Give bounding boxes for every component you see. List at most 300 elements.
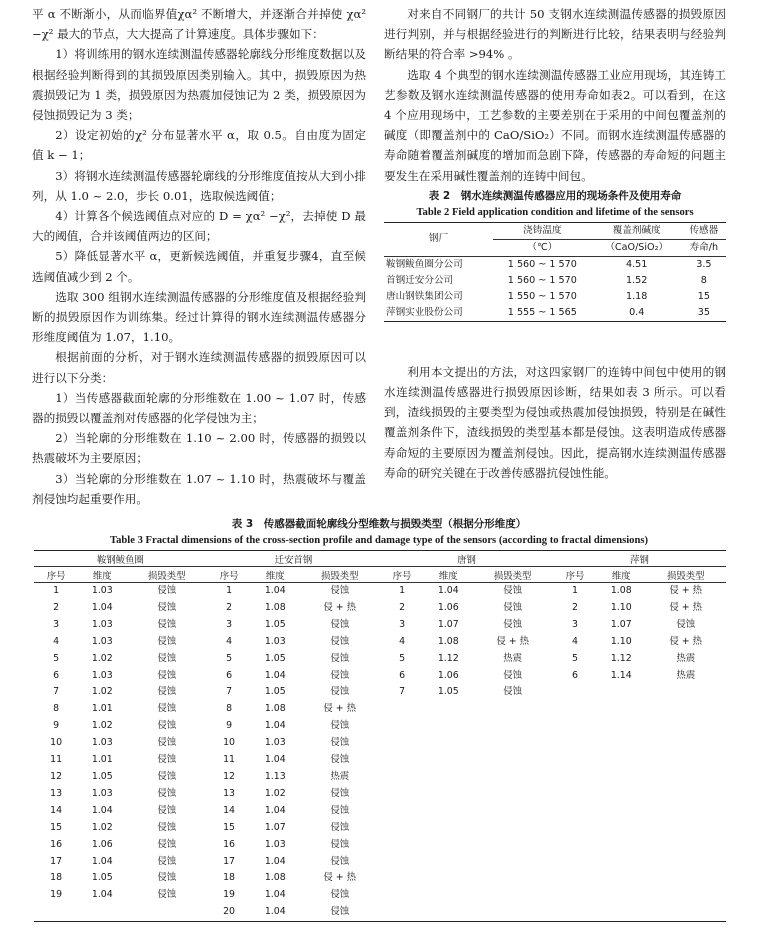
table-cell: 侵蚀 — [503, 669, 523, 681]
table-cell: 侵 + 热 — [669, 585, 702, 596]
table-cell: 1.03 — [264, 838, 286, 850]
table-cell: 3 — [226, 618, 233, 630]
table-cell: 11 — [223, 754, 236, 766]
table-row — [34, 583, 726, 600]
table-cell: 2 — [226, 601, 233, 613]
table-cell: 1.05 — [264, 686, 286, 698]
table-row — [34, 634, 726, 651]
cell-plant: 首钢迁安分公司 — [386, 274, 454, 286]
table-cell — [424, 904, 472, 921]
table-cell: 侵蚀 — [157, 720, 177, 732]
table-cell: 1.04 — [264, 855, 286, 867]
table-cell: 侵蚀 — [299, 904, 380, 921]
table-cell — [553, 854, 597, 871]
table-row — [34, 718, 726, 735]
table-cell: 侵蚀 — [157, 821, 177, 833]
table-cell: 1.07 — [610, 618, 632, 630]
table-cell: 1.10 — [610, 601, 632, 613]
col-header-life-unit: 寿命/h — [682, 239, 726, 256]
table-cell: 9 — [226, 720, 233, 732]
table-cell — [597, 887, 645, 904]
table-cell: 侵蚀 — [330, 686, 350, 698]
table-cell: 侵蚀 — [157, 804, 177, 816]
table-row — [384, 256, 726, 273]
cell-temp: 1 555 ~ 1 565 — [493, 305, 592, 322]
table-cell: 侵蚀 — [157, 652, 177, 664]
table-cell: 侵蚀 — [157, 872, 177, 884]
table-cell — [472, 786, 553, 803]
table-cell: 1.02 — [91, 821, 113, 833]
paragraph: 选取 4 个典型的钢水连续测温传感器工业应用现场，其连铸工艺参数及钢水连续测温传感器的使用寿命如表2。可以看到，在这 4 个应用现场中，工艺参数的主要差别在于采用的中间包覆盖剂的碱度（即覆盖剂中的 CaO/SiO₂）不同。而钢水连续测温传感器的寿命随着覆盖剂碱度的增加而急剧下降，传感器的寿命短的问题主要发生在采用碱性覆盖剂的连铸中间包。 — [384, 67, 726, 183]
table-row — [34, 854, 726, 871]
table-cell — [424, 854, 472, 871]
table3 — [34, 550, 726, 922]
table-cell: 1.04 — [264, 754, 286, 766]
table-cell — [380, 752, 424, 769]
table-cell: 侵蚀 — [157, 635, 177, 647]
cell-basicity: 1.52 — [626, 274, 648, 286]
table-cell: 15 — [50, 821, 63, 833]
table-row — [34, 752, 726, 769]
table-cell — [472, 904, 553, 921]
table-cell — [380, 904, 424, 921]
group-header: 迁安首钢 — [207, 551, 380, 567]
table-cell: 1.10 — [610, 635, 632, 647]
table-cell: 19 — [50, 889, 63, 901]
table-cell — [380, 870, 424, 887]
col-header: 维度 — [597, 567, 645, 583]
table-cell: 1.05 — [91, 872, 113, 884]
step-3: 3）将钢水连续测温传感器轮廓线的分形维度值按从大到小排列，从 1.0 ~ 2.0，步长 0.01，选取候选阈值； — [32, 168, 366, 203]
table-cell: 11 — [50, 754, 63, 766]
table-cell: 热震 — [676, 669, 696, 681]
table-cell: 侵蚀 — [330, 754, 350, 766]
table-cell: 侵蚀 — [157, 601, 177, 613]
table-cell: 1.03 — [91, 787, 113, 799]
col-header-life: 传感器 — [682, 222, 726, 239]
table-cell — [424, 718, 472, 735]
table-cell: 1 — [399, 585, 406, 596]
table-cell: 14 — [50, 804, 63, 816]
table-cell — [645, 752, 726, 769]
table-cell: 侵蚀 — [157, 737, 177, 749]
table-cell — [553, 887, 597, 904]
table-cell — [472, 718, 553, 735]
table-cell — [597, 854, 645, 871]
table3-captions — [32, 516, 726, 548]
table-cell — [380, 820, 424, 837]
table-cell — [553, 684, 597, 701]
table-cell: 侵蚀 — [330, 669, 350, 681]
table-cell: 侵蚀 — [157, 669, 177, 681]
table-cell: 侵蚀 — [330, 889, 350, 901]
table-cell: 1 — [53, 585, 60, 596]
step-1: 1）将训练用的钢水连续测温传感器轮廓线分形维度数据以及根据经验判断得到的其损毁原因类别输入。其中，损毁原因为热震损毁记为 1 类，损毁原因为热震加侵蚀记为 2 类，损毁原因为侵蚀损毁记为 3 类； — [32, 47, 366, 123]
table-cell: 8 — [226, 703, 233, 715]
table-cell: 1.03 — [91, 618, 113, 630]
table-cell — [553, 786, 597, 803]
table-cell — [645, 837, 726, 854]
table-cell — [597, 769, 645, 786]
table-cell: 3 — [572, 618, 579, 630]
table-cell — [597, 735, 645, 752]
table-cell: 1.03 — [91, 737, 113, 749]
table-cell — [380, 701, 424, 718]
table-cell — [553, 701, 597, 718]
table-cell: 侵蚀 — [503, 585, 523, 596]
col-header-temp: 浇铸温度 — [493, 222, 592, 239]
table-row — [384, 289, 726, 305]
table-cell — [78, 904, 126, 921]
table-cell: 热震 — [676, 652, 696, 664]
table-cell: 2 — [53, 601, 60, 613]
cell-life: 3.5 — [696, 258, 712, 270]
table-cell — [645, 735, 726, 752]
table-cell — [472, 870, 553, 887]
table-row — [34, 684, 726, 701]
table-cell: 5 — [226, 652, 233, 664]
table-cell: 侵蚀 — [503, 618, 523, 630]
table-cell — [424, 752, 472, 769]
table-cell: 1.07 — [264, 821, 286, 833]
table-cell — [645, 803, 726, 820]
table-cell: 12 — [50, 770, 63, 782]
table-cell — [553, 837, 597, 854]
cell-basicity: 0.4 — [592, 305, 682, 322]
table-cell — [380, 854, 424, 871]
table-cell: 侵蚀 — [157, 618, 177, 630]
table2 — [384, 222, 726, 322]
paragraph: 平 α 不断渐小，从而临界值χα² 不断增大，并逐渐合并掉使 χα² −χ² 最大的节点，大大提高了计算速度。具体步骤如下： — [32, 7, 366, 42]
col-header-basicity: 覆盖剂碱度 — [592, 222, 682, 239]
table-cell — [424, 887, 472, 904]
table-cell: 7 — [399, 686, 406, 698]
cell-plant: 萍钢实业股份公司 — [384, 305, 493, 322]
table2-caption-en: Table 2 Field application condition and lifetime of the sensors — [416, 206, 694, 218]
table-cell: 12 — [223, 770, 236, 782]
group-header: 萍钢 — [553, 551, 726, 567]
cell-life: 15 — [697, 290, 710, 302]
table-cell: 1.08 — [437, 635, 459, 647]
table-row — [34, 617, 726, 634]
table-cell — [424, 870, 472, 887]
paragraph: 根据前面的分析，对于钢水连续测温传感器的损毁原因可以进行以下分类： — [32, 350, 366, 385]
table-cell: 侵蚀 — [330, 618, 350, 630]
table-cell: 1 — [226, 585, 233, 596]
table-cell — [597, 803, 645, 820]
step-2: 2）设定初始的χ² 分布显著水平 α，取 0.5。自由度为固定值 k − 1； — [32, 128, 366, 163]
table-cell: 侵蚀 — [330, 804, 350, 816]
table-cell — [126, 904, 207, 921]
cell-temp: 1 550 ~ 1 570 — [507, 290, 577, 302]
table-cell — [645, 904, 726, 921]
table-cell — [472, 820, 553, 837]
table-cell: 6 — [572, 669, 579, 681]
table-cell — [380, 837, 424, 854]
table-cell: 1.07 — [437, 618, 459, 630]
table-cell: 1.04 — [264, 889, 286, 901]
table-cell: 1.03 — [264, 635, 286, 647]
table-cell — [597, 820, 645, 837]
table-cell: 19 — [223, 889, 236, 901]
table-cell — [645, 718, 726, 735]
class-2: 2）当轮廓的分形维数在 1.10 ~ 2.00 时，传感器的损毁以热震破坏为主要原因； — [32, 431, 366, 466]
table-cell: 侵蚀 — [157, 770, 177, 782]
table-cell: 1.05 — [264, 652, 286, 664]
col-header: 维度 — [78, 567, 126, 583]
col-header: 损毁类型 — [472, 567, 553, 583]
col-header: 损毁类型 — [126, 567, 207, 583]
col-header-basicity-unit: （CaO/SiO₂） — [592, 239, 682, 256]
table-cell: 13 — [50, 787, 63, 799]
table-cell: 侵蚀 — [157, 585, 177, 596]
table-cell — [645, 701, 726, 718]
table-row — [34, 820, 726, 837]
table-cell: 1.06 — [91, 838, 113, 850]
table-cell: 1.13 — [264, 770, 286, 782]
table-cell: 1.02 — [91, 652, 113, 664]
table-cell: 16 — [223, 838, 236, 850]
table-cell — [424, 803, 472, 820]
table-cell: 15 — [223, 821, 236, 833]
table-cell — [597, 837, 645, 854]
group-header: 鞍钢鲅鱼圈 — [34, 551, 207, 567]
table-cell: 4 — [572, 635, 579, 647]
table2-caption-cn: 表 2 钢水连续测温传感器应用的现场条件及使用寿命 — [428, 189, 682, 202]
table-cell — [553, 718, 597, 735]
table-cell: 侵蚀 — [330, 585, 350, 596]
table-cell — [645, 870, 726, 887]
table-cell: 10 — [223, 737, 236, 749]
table-cell: 1.03 — [264, 737, 286, 749]
table-cell: 侵 + 热 — [323, 601, 356, 613]
table-cell: 侵蚀 — [330, 720, 350, 732]
paragraph: 利用本文提出的方法，对这四家钢厂的连铸中间包中使用的钢水连续测温传感器进行损毁原因诊断，结果如表 3 所示。可以看到，渣线损毁的主要类型为侵蚀或热震加侵蚀损毁，特别是在碱性覆盖剂条件下，渣线损毁的类型基本都是侵蚀。这表明造成传感器寿命短的主要原因为覆盖剂侵蚀。因此，提高钢水连续测温传感器寿命的研究关键在于改善传感器抗侵蚀性能。 — [384, 364, 726, 480]
step-4: 4）计算各个候选阈值点对应的 D = χα² −χ²，去掉使 D 最大的阈值，合并该阈值两边的区间； — [32, 209, 366, 244]
table-row — [34, 668, 726, 685]
table-cell: 侵蚀 — [330, 635, 350, 647]
table-cell: 6 — [226, 669, 233, 681]
table-row — [34, 803, 726, 820]
table-cell: 侵蚀 — [157, 838, 177, 850]
col-header: 序号 — [34, 567, 78, 583]
table-cell — [553, 803, 597, 820]
col-header: 维度 — [424, 567, 472, 583]
table-cell: 1.04 — [91, 855, 113, 867]
table-cell: 1.04 — [264, 804, 286, 816]
table-cell — [424, 769, 472, 786]
table-cell: 7 — [53, 686, 60, 698]
table-cell: 3 — [53, 618, 60, 630]
table-cell: 侵蚀 — [676, 618, 696, 630]
table-cell: 1.06 — [437, 669, 459, 681]
table-cell: 热震 — [503, 652, 523, 664]
table-cell — [472, 701, 553, 718]
table-cell — [380, 718, 424, 735]
table-row — [34, 735, 726, 752]
table-cell — [553, 769, 597, 786]
table-cell: 1.04 — [437, 585, 459, 596]
table-cell: 侵 + 热 — [496, 635, 529, 647]
table-cell: 14 — [223, 804, 236, 816]
table-cell — [597, 752, 645, 769]
table-cell — [645, 887, 726, 904]
table-cell: 1 — [572, 585, 579, 596]
table-cell: 1.04 — [264, 720, 286, 732]
col-header-plant: 钢厂 — [384, 222, 493, 256]
table-cell: 10 — [50, 737, 63, 749]
table-cell — [553, 904, 597, 921]
table-cell — [553, 735, 597, 752]
table-cell: 侵蚀 — [157, 686, 177, 698]
table-cell: 1.05 — [264, 618, 286, 630]
table-cell — [472, 854, 553, 871]
table-cell — [380, 803, 424, 820]
col-header: 损毁类型 — [299, 567, 380, 583]
table-cell — [597, 701, 645, 718]
table-row — [384, 305, 726, 322]
table-row — [34, 651, 726, 668]
table-cell: 1.04 — [251, 904, 299, 921]
table-cell: 13 — [223, 787, 236, 799]
table-cell: 侵蚀 — [157, 889, 177, 901]
table-cell: 1.02 — [91, 720, 113, 732]
cell-plant: 鞍钢鲅鱼圈分公司 — [386, 258, 463, 270]
table-cell: 1.08 — [264, 703, 286, 715]
table-cell — [597, 786, 645, 803]
table-cell: 16 — [50, 838, 63, 850]
table-cell: 侵蚀 — [157, 703, 177, 715]
table-cell: 侵蚀 — [503, 686, 523, 698]
table-cell: 1.05 — [437, 686, 459, 698]
table-cell: 1.14 — [610, 669, 632, 681]
table3-caption-cn: 表 3 传感器截面轮廓线分型维数与损毁类型（根据分形维度） — [231, 518, 527, 530]
table-cell: 1.03 — [91, 585, 113, 596]
table-cell: 侵蚀 — [330, 652, 350, 664]
table-cell — [645, 786, 726, 803]
table-cell: 1.01 — [91, 754, 113, 766]
col-header: 损毁类型 — [645, 567, 726, 583]
paragraph: 选取 300 组钢水连续测温传感器的分形维度值及根据经验判断的损毁原因作为训练集。经过计算得的钢水连续测温传感器分形维度阈值为 1.07，1.10。 — [32, 289, 366, 345]
table-cell: 17 — [223, 855, 236, 867]
table-cell — [597, 718, 645, 735]
table-cell: 侵 + 热 — [669, 601, 702, 613]
table-cell — [472, 887, 553, 904]
table-cell: 侵蚀 — [157, 754, 177, 766]
table-cell: 1.12 — [437, 652, 459, 664]
table-cell: 1.08 — [264, 872, 286, 884]
right-column — [384, 4, 726, 483]
col-header: 维度 — [251, 567, 299, 583]
table-cell: 2 — [572, 601, 579, 613]
table-cell: 1.03 — [91, 635, 113, 647]
table-cell — [553, 820, 597, 837]
table-cell — [472, 769, 553, 786]
table-cell: 4 — [53, 635, 60, 647]
table-cell: 侵 + 热 — [669, 635, 702, 647]
group-header: 唐钢 — [380, 551, 553, 567]
step-5: 5）降低显著水平 α，更新候选阈值，并重复步骤4，直至候选阈值减少到 2 个。 — [32, 249, 366, 284]
table-cell — [424, 701, 472, 718]
table-cell: 20 — [207, 904, 251, 921]
table-cell: 8 — [53, 703, 60, 715]
table-cell — [472, 837, 553, 854]
table-cell: 9 — [53, 720, 60, 732]
table-cell: 侵蚀 — [157, 787, 177, 799]
col-header: 序号 — [553, 567, 597, 583]
table-row — [384, 273, 726, 289]
table-cell: 侵 + 热 — [323, 703, 356, 715]
table-cell — [472, 752, 553, 769]
table-cell — [472, 803, 553, 820]
table-row — [34, 701, 726, 718]
table-cell — [597, 904, 645, 921]
table-row — [34, 870, 726, 887]
table-cell: 1.04 — [264, 669, 286, 681]
table-row — [34, 837, 726, 854]
table-cell: 侵蚀 — [503, 601, 523, 613]
table-cell: 2 — [399, 601, 406, 613]
table-row — [34, 887, 726, 904]
table-cell: 侵蚀 — [330, 838, 350, 850]
table-cell — [380, 786, 424, 803]
table-cell: 1.12 — [610, 652, 632, 664]
col-header: 序号 — [380, 567, 424, 583]
table-cell — [424, 735, 472, 752]
table-cell: 5 — [53, 652, 60, 664]
table-cell — [380, 887, 424, 904]
class-3: 3）当轮廓的分形维数在 1.07 ~ 1.10 时，热震破坏与覆盖剂侵蚀均起重要作用。 — [32, 471, 366, 506]
cell-temp: 1 560 ~ 1 570 — [507, 258, 577, 270]
table-row — [34, 769, 726, 786]
table-cell — [34, 904, 78, 921]
table-row — [34, 786, 726, 803]
table-cell — [424, 786, 472, 803]
paragraph: 对来自不同钢厂的共计 50 支钢水连续测温传感器的损毁原因进行判别，并与根据经验进行的判断进行比较，结果表明与经验判断结果的符合率 >94% 。 — [384, 7, 726, 62]
table-cell — [645, 820, 726, 837]
cell-temp: 1 560 ~ 1 570 — [507, 274, 577, 286]
table-cell: 侵蚀 — [330, 787, 350, 799]
table-cell: 侵蚀 — [330, 855, 350, 867]
table-cell: 1.05 — [91, 770, 113, 782]
table-cell: 1.01 — [91, 703, 113, 715]
table-cell: 1.08 — [264, 601, 286, 613]
table-cell — [380, 769, 424, 786]
cell-plant: 唐山钢铁集团公司 — [386, 290, 463, 302]
table3-caption-en: Table 3 Fractal dimensions of the cross-section profile and damage type of the sensors (according to fractal dimensions) — [110, 535, 648, 546]
cell-basicity: 1.18 — [626, 290, 648, 302]
table-cell: 1.04 — [91, 889, 113, 901]
table-cell — [380, 735, 424, 752]
table-cell — [553, 870, 597, 887]
class-1: 1）当传感器截面轮廓的分形维数在 1.00 ~ 1.07 时，传感器的损毁以覆盖剂对传感器的化学侵蚀为主； — [32, 390, 366, 426]
cell-life: 35 — [682, 305, 726, 322]
table-cell: 侵蚀 — [157, 855, 177, 867]
table-row — [34, 600, 726, 617]
table-cell — [597, 870, 645, 887]
table-cell: 4 — [399, 635, 406, 647]
table-cell: 热震 — [330, 770, 350, 782]
table-cell: 1.04 — [264, 585, 286, 596]
table-cell: 1.04 — [91, 601, 113, 613]
table-cell: 17 — [50, 855, 63, 867]
table-cell — [645, 854, 726, 871]
table-cell: 6 — [399, 669, 406, 681]
table-cell: 1.06 — [437, 601, 459, 613]
table-cell — [424, 820, 472, 837]
col-header-temp-unit: （℃） — [493, 239, 592, 256]
cell-life: 8 — [700, 274, 707, 286]
